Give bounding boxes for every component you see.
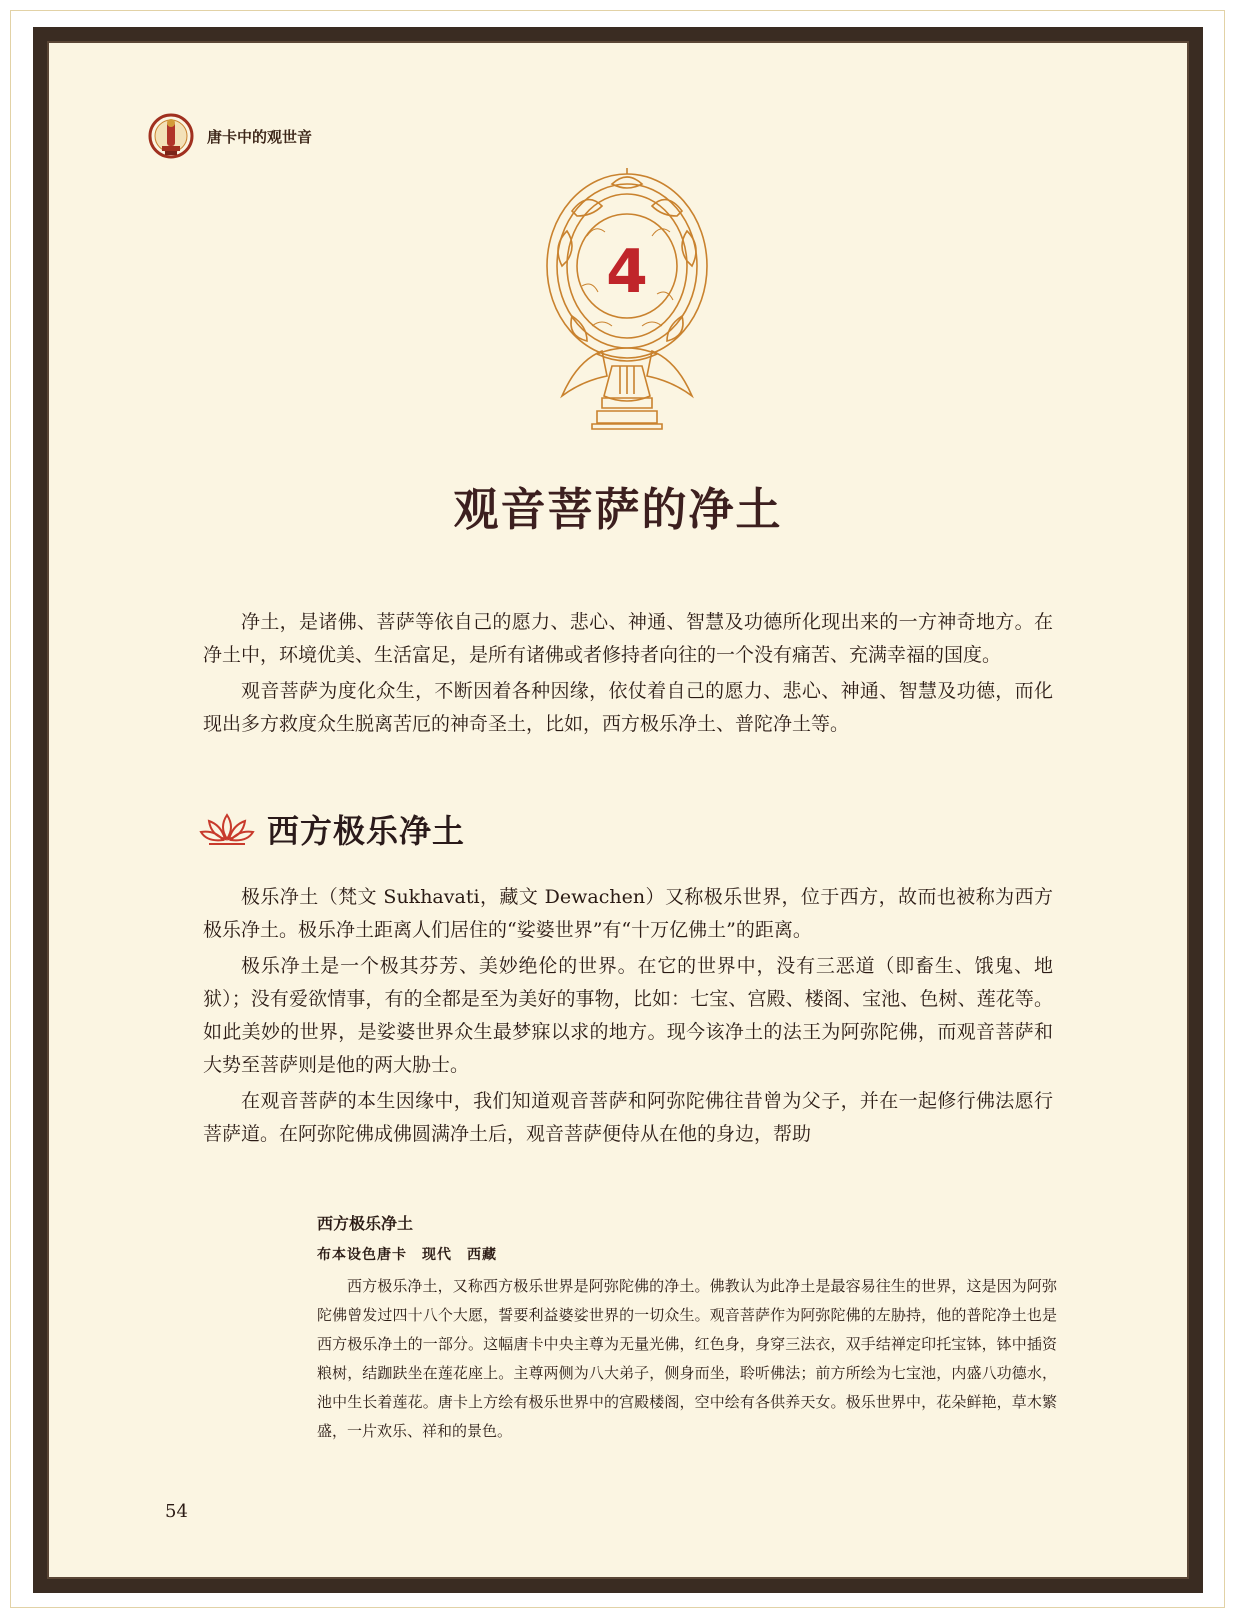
intro-paragraph: 观音菩萨为度化众生，不断因着各种因缘，依仗着自己的愿力、悲心、神通、智慧及功德，而化现出多方救度众生脱离苦厄的神奇圣土，比如，西方极乐净土、普陀净土等。 <box>203 680 1053 735</box>
section-paragraph: 极乐净土是一个极其芬芳、美妙绝伦的世界。在它的世界中，没有三恶道（即畜生、饿鬼、地狱）；没有爱欲情事，有的全都是至为美好的事物，比如：七宝、宫殿、楼阁、宝池、色树、莲花等。如此美妙的世界，是娑婆世界众生最梦寐以求的地方。现今该净土的法王为阿弥陀佛，而观音菩萨和大势至菩萨则是他的两大胁士。 <box>203 955 1053 1076</box>
caption-title: 西方极乐净土 <box>317 1214 414 1233</box>
lotus-icon <box>199 809 255 849</box>
running-header <box>147 111 312 161</box>
intro-text <box>203 606 1053 744</box>
caption-meta: 布本设色唐卡 现代 西藏 <box>317 1247 497 1263</box>
thangka-emblem-icon <box>147 112 195 160</box>
intro-paragraph: 净土，是诸佛、菩萨等依自己的愿力、悲心、神通、智慧及功德所化现出来的一方神奇地方。在净土中，环境优美、生活富足，是所有诸佛或者修持者向往的一个没有痛苦、充满幸福的国度。 <box>203 611 1053 666</box>
page-number: 54 <box>165 1501 188 1522</box>
chapter-number: 4 <box>606 237 648 307</box>
caption-paragraph: 西方极乐净土，又称西方极乐世界是阿弥陀佛的净土。佛教认为此净土是最容易往生的世界，这是因为阿弥陀佛曾发过四十八个大愿，誓要利益婆娑世界的一切众生。观音菩萨作为阿弥陀佛的左胁持，他的普陀净土也是西方极乐净土的一部分。这幅唐卡中央主尊为无量光佛，红色身，身穿三法衣，双手结禅定印托宝钵，钵中插资粮树，结跏趺坐在莲花座上。主尊两侧为八大弟子，侧身而坐，聆听佛法；前方所绘为七宝池，内盛八功德水，池中生长着莲花。唐卡上方绘有极乐世界中的宫殿楼阁，空中绘有各供养天女。极乐世界中，花朵鲜艳，草木繁盛，一片欢乐、祥和的景色。 <box>317 1277 1057 1440</box>
header-title: 唐卡中的观世音 <box>207 127 313 146</box>
section-paragraph: 在观音菩萨的本生因缘中，我们知道观音菩萨和阿弥陀佛往昔曾为父子，并在一起修行佛法愿行菩萨道。在阿弥陀佛成佛圆满净土后，观音菩萨便侍从在他的身边，帮助 <box>203 1090 1053 1145</box>
caption-text <box>317 1272 1057 1446</box>
section-title: 西方极乐净土 <box>267 812 466 850</box>
chapter-title: 观音菩萨的净土 <box>453 483 783 536</box>
image-caption <box>317 1211 1057 1446</box>
section-heading <box>199 806 465 852</box>
section-paragraph: 极乐净土（梵文 Sukhavati，藏文 Dewachen）又称极乐世界，位于西方，故而也被称为西方极乐净土。极乐净土距离人们居住的“娑婆世界”有“十万亿佛土”的距离。 <box>203 886 1053 941</box>
section-text <box>203 881 1053 1154</box>
book-page <box>33 27 1203 1593</box>
